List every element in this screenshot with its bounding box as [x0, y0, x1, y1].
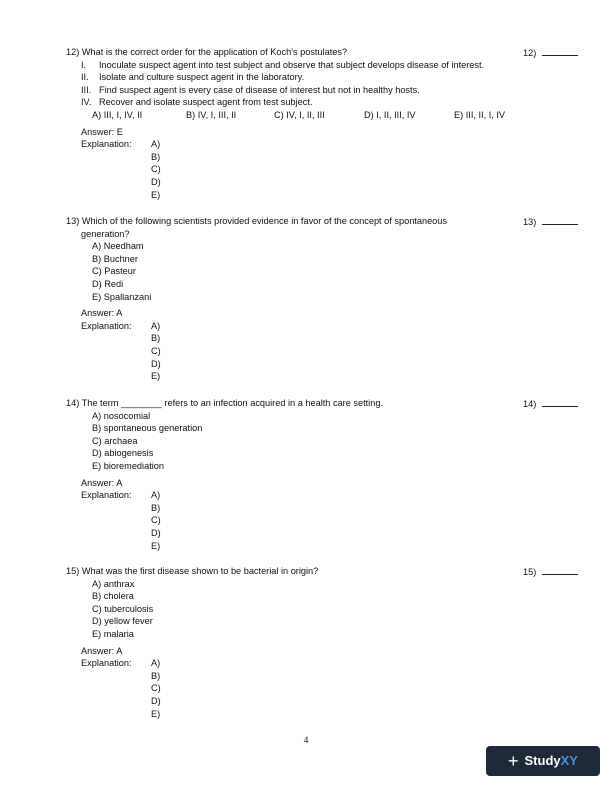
option: A) Needham: [92, 241, 144, 252]
question-14: [66, 397, 566, 552]
option: D) abiogenesis: [92, 448, 154, 459]
logo-text-accent: XY: [560, 752, 578, 768]
roman-item: II. Isolate and culture suspect agent in the laboratory.: [81, 72, 305, 83]
studyxy-logo: [486, 746, 600, 776]
explanation: Explanation: A) B) C) D) E): [81, 139, 161, 200]
roman-item: III. Find suspect agent is every case of disease of interest but not in healthy hosts.: [81, 84, 420, 95]
question-12: [66, 46, 566, 201]
option: E) malaria: [92, 628, 134, 639]
option: B) spontaneous generation: [92, 423, 203, 434]
option: D) yellow fever: [92, 616, 153, 627]
option: C) tuberculosis: [92, 603, 154, 614]
option: E) III, II, I, IV: [454, 109, 506, 120]
option: E) Spallanzani: [92, 291, 152, 302]
answer: Answer: E: [81, 126, 123, 137]
option: A) III, I, IV, II: [92, 109, 143, 120]
option: B) IV, I, III, II: [186, 109, 237, 120]
question-text: 15) What was the first disease shown to be bacterial in origin?: [66, 566, 319, 576]
answer: Answer: A: [81, 477, 123, 488]
question-13: [66, 215, 566, 383]
question-15: [66, 565, 566, 720]
roman-item: IV. Recover and isolate suspect agent from test subject.: [81, 97, 313, 108]
question-text: 14) The term ________ refers to an infection acquired in a health care setting.: [66, 398, 383, 408]
question-number: 15): [523, 565, 583, 579]
option: A) anthrax: [92, 578, 135, 589]
answer-blank[interactable]: [542, 46, 578, 56]
explanation: Explanation: A) B) C) D) E): [81, 658, 161, 719]
answer: Answer: A: [81, 645, 123, 656]
page-number: 4: [303, 736, 309, 746]
option: B) cholera: [92, 591, 134, 602]
option: C) Pasteur: [92, 266, 136, 277]
roman-item: I. Inoculate suspect agent into test subject and observe that subject develops disease of interest.: [81, 59, 485, 70]
option: D) I, II, III, IV: [364, 109, 416, 120]
question-number: 12): [523, 46, 583, 60]
explanation: Explanation: A) B) C) D) E): [81, 320, 161, 382]
option: C) IV, I, II, III: [274, 109, 325, 120]
answer-blank[interactable]: [542, 397, 578, 407]
option: C) archaea: [92, 435, 138, 446]
option: D) Redi: [92, 278, 124, 289]
question-text-cont: generation?: [81, 228, 130, 239]
question-number: 14): [523, 397, 583, 411]
explanation: Explanation: A) B) C) D) E): [81, 490, 161, 551]
question-text: 12) What is the correct order for the application of Koch's postulates?: [66, 47, 348, 57]
option: E) bioremediation: [92, 460, 165, 471]
question-number: 13): [523, 215, 583, 229]
answer-blank[interactable]: [542, 565, 578, 575]
options-row: [92, 109, 566, 122]
option: A) nosocomial: [92, 410, 151, 421]
answer-blank[interactable]: [542, 215, 578, 225]
answer: Answer: A: [81, 308, 123, 319]
logo-text: Study: [524, 752, 561, 768]
question-text: 13) Which of the following scientists provided evidence in favor of the concept of spontaneous: [66, 216, 447, 226]
option: B) Buchner: [92, 253, 138, 264]
plus-icon: +: [508, 750, 519, 771]
